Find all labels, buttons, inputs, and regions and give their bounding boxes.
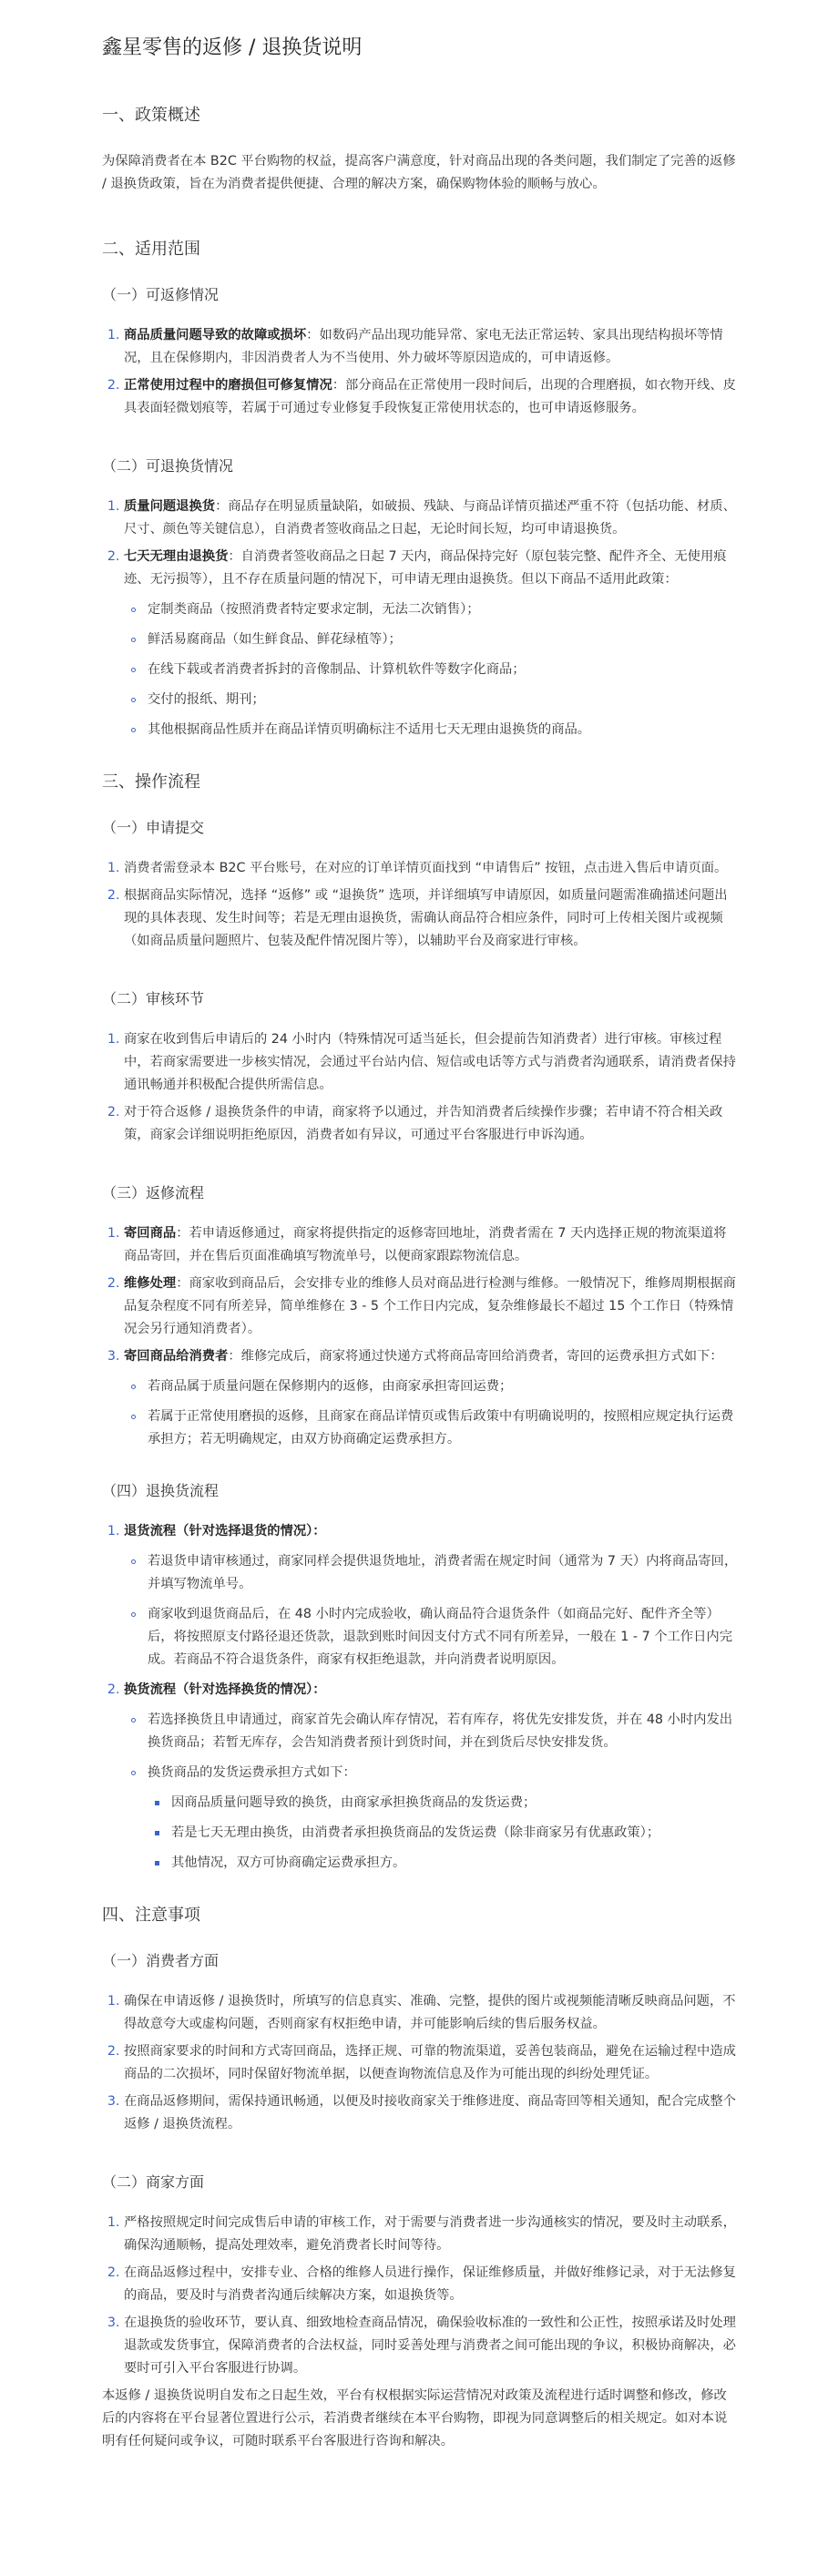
item-text: ：商品存在明显质量缺陷，如破损、残缺、与商品详情页描述严重不符（包括功能、材质、尺寸、颜色等关键信息），自消费者签收商品之日起，无论时间长短，均可申请退换货。 xyxy=(124,499,736,537)
list-item: 2. 按照商家要求的时间和方式寄回商品，选择正规、可靠的物流渠道，妥善包装商品，避免在运输过程中造成商品的二次损坏，同时保留好物流单据，以便查询物流信息及作为可能出现的纠纷处理凭证。 xyxy=(124,2040,738,2086)
item-title: 退货流程（针对选择退货的情况）： xyxy=(124,1524,326,1538)
subheading-returnable: （二）可退换货情况 xyxy=(102,457,234,475)
list-item: 其他根据商品性质并在商品详情页明确标注不适用七天无理由退换货的商品。 xyxy=(148,719,738,741)
list-item: 3. 在商品返修期间，需保持通讯畅通，以便及时接收商家关于维修进度、商品寄回等相关通知，配合完成整个返修 / 退换货流程。 xyxy=(124,2090,738,2136)
list-item: 2. 在商品返修过程中，安排专业、合格的维修人员进行操作，保证维修质量，并做好维修记录，对于无法修复的商品，要及时与消费者沟通后续解决方案，如退换货等。 xyxy=(124,2262,738,2307)
list-item xyxy=(124,374,738,420)
item-text: ：部分商品在正常使用一段时间后，出现的合理磨损，如衣物开线、皮具表面轻微划痕等，若属于可通过专业修复手段恢复正常使用状态的，也可申请返修服务。 xyxy=(124,378,736,415)
square-bullet-icon xyxy=(155,1861,159,1866)
consumer-notes-list xyxy=(102,1990,738,2136)
subheading-review: （二）审核环节 xyxy=(102,990,205,1007)
bullet-icon xyxy=(131,638,136,642)
list-item: 2. 对于符合返修 / 退换货条件的申请，商家将予以通过，并告知消费者后续操作步骤；若申请不符合相关政策，商家会详细说明拒绝原因，消费者如有异议，可通过平台客服进行申诉沟通。 xyxy=(124,1101,738,1147)
item-text: ：如数码产品出现功能异常、家电无法正常运转、家具出现结构损坏等情况，且在保修期内，非因消费者人为不当使用、外力破坏等原因造成的，可申请返修。 xyxy=(124,328,723,365)
list-item: 若属于正常使用磨损的返修，且商家在商品详情页或售后政策中有明确说明的，按照相应规定执行运费承担方；若无明确规定，由双方协商确定运费承担方。 xyxy=(148,1406,738,1451)
list-item: 1. 严格按照规定时间完成售后申请的审核工作，对于需要与消费者进一步沟通核实的情况，要及时主动联系，确保沟通顺畅，提高处理效率，避免消费者长时间等待。 xyxy=(124,2212,738,2257)
return-steps xyxy=(124,1550,738,1671)
item-title: 寄回商品给消费者 xyxy=(124,1349,229,1364)
repairable-list xyxy=(102,324,738,420)
list-item: 定制类商品（按照消费者特定要求定制，无法二次销售）； xyxy=(148,598,738,621)
bullet-icon xyxy=(131,1415,136,1419)
bullet-icon xyxy=(131,608,136,612)
overview-paragraph: 为保障消费者在本 B2C 平台购物的权益，提高客户满意度，针对商品出现的各类问题，我们制定了完善的返修 / 退换货政策，旨在为消费者提供便捷、合理的解决方案，确保购物体验的顺畅与放心。 xyxy=(102,154,736,191)
item-text: ：自消费者签收商品之日起 7 天内，商品保持完好（原包装完整、配件齐全、无使用痕迹、无污损等），且不存在质量问题的情况下，可申请无理由退换货。但以下商品不适用此政策： xyxy=(124,549,727,587)
list-item: 1. 寄回商品：若申请返修通过，商家将提供指定的返修寄回地址，消费者需在 7 天内选择正规的物流渠道将商品寄回，并在售后页面准确填写物流单号，以便商家跟踪物流信息。 xyxy=(124,1222,738,1268)
bullet-icon xyxy=(131,1771,136,1775)
merchant-notes-list xyxy=(102,2212,738,2380)
returnable-list xyxy=(102,496,738,741)
item-title: 换货流程（针对选择换货的情况）： xyxy=(124,1682,326,1697)
bullet-icon xyxy=(131,1718,136,1722)
list-item: 1. 消费者需登录本 B2C 平台账号，在对应的订单详情页面找到 “申请售后” 按钮，点击进入售后申请页面。 xyxy=(124,857,738,880)
list-item: 2. 维修处理：商家收到商品后，会安排专业的维修人员对商品进行检测与维修。一般情况下，维修周期根据商品复杂程度不同有所差异，简单维修在 3 - 5 个工作日内完成，复杂维修最长不超过 15 个工作日（特殊情况会另行通知消费者）。 xyxy=(124,1273,738,1341)
square-bullet-icon xyxy=(155,1801,159,1805)
list-item: 在线下载或者消费者拆封的音像制品、计算机软件等数字化商品； xyxy=(148,659,738,681)
exchange-fee-list xyxy=(148,1792,738,1875)
subheading-merchant: （二）商家方面 xyxy=(102,2173,205,2191)
exchange-steps xyxy=(124,1709,738,1875)
list-item xyxy=(124,1679,738,1875)
list-item: 若选择换货且申请通过，商家首先会确认库存情况，若有库存，将优先安排发货，并在 48 小时内发出换货商品；若暂无库存，会告知消费者预计到货时间，并在到货后尽快安排发货。 xyxy=(148,1709,738,1754)
subheading-return-exchange-process: （四）退换货流程 xyxy=(102,1482,220,1499)
submission-list xyxy=(102,857,738,953)
section-heading-overview: 一、政策概述 xyxy=(102,106,200,125)
repair-process-list xyxy=(102,1222,738,1451)
list-item: 3. 寄回商品给消费者：维修完成后，商家将通过快递方式将商品寄回给消费者，寄回的运费承担方式如下： 若商品属于质量问题在保修期内的返修，由商家承担寄回运费； 若属于正常使用磨损的返修，且商家在商品详情页或售后政策中有明确说明的，按照相应规定执行运费承担方；若无明确规定，由双方协商确定运费承担方。 xyxy=(124,1345,738,1451)
list-item: 因商品质量问题导致的换货，由商家承担换货商品的发货运费； xyxy=(171,1792,738,1814)
square-bullet-icon xyxy=(155,1831,159,1835)
list-item: 换货商品的发货运费承担方式如下： 因商品质量问题导致的换货，由商家承担换货商品的发货运费； 若是七天无理由换货，由消费者承担换货商品的发货运费（除非商家另有优惠政策）； 其他情况，双方可协商确定运费承担方。 xyxy=(148,1762,738,1875)
subheading-consumer: （一）消费者方面 xyxy=(102,1952,220,1969)
item-title: 维修处理 xyxy=(124,1276,177,1291)
shipping-fee-list xyxy=(124,1375,738,1451)
list-item: 2. 根据商品实际情况，选择 “返修” 或 “退换货” 选项，并详细填写申请原因，如质量问题需准确描述问题出现的具体表现、发生时间等；若是无理由退换货，需确认商品符合相应条件，同时可上传相关图片或视频（如商品质量问题照片、包装及配件情况图片等），以辅助平台及商家进行审核。 xyxy=(124,884,738,953)
subheading-repair-process: （三）返修流程 xyxy=(102,1184,205,1201)
list-item: 若是七天无理由换货，由消费者承担换货商品的发货运费（除非商家另有优惠政策）； xyxy=(171,1822,738,1845)
section-heading-notes: 四、注意事项 xyxy=(102,1906,200,1925)
bullet-icon xyxy=(131,1385,136,1389)
list-item: 若商品属于质量问题在保修期内的返修，由商家承担寄回运费； xyxy=(148,1375,738,1398)
bullet-icon xyxy=(131,1559,136,1564)
list-item: 1. 确保在申请返修 / 退换货时，所填写的信息真实、准确、完整，提供的图片或视频能清晰反映商品问题，不得故意夸大或虚构问题，否则商家有权拒绝申请，并可能影响后续的售后服务权益。 xyxy=(124,1990,738,2036)
section-heading-process: 三、操作流程 xyxy=(102,772,200,792)
list-item: 若退货申请审核通过，商家同样会提供退货地址，消费者需在规定时间（通常为 7 天）内将商品寄回，并填写物流单号。 xyxy=(148,1550,738,1596)
list-item: 1. 商家在收到售后申请后的 24 小时内（特殊情况可适当延长，但会提前告知消费者）进行审核。审核过程中，若商家需要进一步核实情况，会通过平台站内信、短信或电话等方式与消费者沟通联系，请消费者保持通讯畅通并积极配合提供所需信息。 xyxy=(124,1028,738,1097)
list-item: 鲜活易腐商品（如生鲜食品、鲜花绿植等）； xyxy=(148,629,738,651)
closing-paragraph: 本返修 / 退换货说明自发布之日起生效，平台有权根据实际运营情况对政策及流程进行适时调整和修改，修改后的内容将在平台显著位置进行公示，若消费者继续在本平台购物，即视为同意调整后的相关规定。如对本说明有任何疑问或争议，可随时联系平台客服进行咨询和解决。 xyxy=(102,2388,728,2448)
list-item xyxy=(124,324,738,370)
item-title: 质量问题退换货 xyxy=(124,499,216,514)
bullet-icon xyxy=(131,698,136,702)
bullet-icon xyxy=(131,668,136,672)
subheading-submission: （一）申请提交 xyxy=(102,819,205,836)
item-title: 正常使用过程中的磨损但可修复情况 xyxy=(124,378,332,393)
bullet-icon xyxy=(131,728,136,732)
section-heading-scope: 二、适用范围 xyxy=(102,240,200,259)
list-item: 商家收到退货商品后，在 48 小时内完成验收，确认商品符合退货条件（如商品完好、配件齐全等）后，将按照原支付路径退还货款，退款到账时间因支付方式不同有所差异，一般在 1 - 7 个工作日内完成。若商品不符合退货条件，商家有权拒绝退款，并向消费者说明原因。 xyxy=(148,1603,738,1671)
return-exchange-list xyxy=(102,1520,738,1875)
exclusion-list xyxy=(124,598,738,741)
item-title: 商品质量问题导致的故障或损坏 xyxy=(124,328,307,342)
subheading-repairable: （一）可返修情况 xyxy=(102,286,220,303)
list-item xyxy=(124,1520,738,1671)
item-title: 七天无理由退换货 xyxy=(124,549,229,564)
list-item: 3. 在退换货的验收环节，要认真、细致地检查商品情况，确保验收标准的一致性和公正性，按照承诺及时处理退款或发货事宜，保障消费者的合法权益，同时妥善处理与消费者之间可能出现的争议，积极协商解决，必要时可引入平台客服进行协调。 xyxy=(124,2312,738,2380)
bullet-icon xyxy=(131,1612,136,1617)
review-list xyxy=(102,1028,738,1147)
item-title: 寄回商品 xyxy=(124,1226,177,1241)
list-item xyxy=(124,546,738,741)
page-title: 鑫星零售的返修 / 退换货说明 xyxy=(102,36,363,59)
list-item: 其他情况，双方可协商确定运费承担方。 xyxy=(171,1852,738,1875)
list-item xyxy=(124,496,738,541)
list-item: 交付的报纸、期刊； xyxy=(148,689,738,711)
